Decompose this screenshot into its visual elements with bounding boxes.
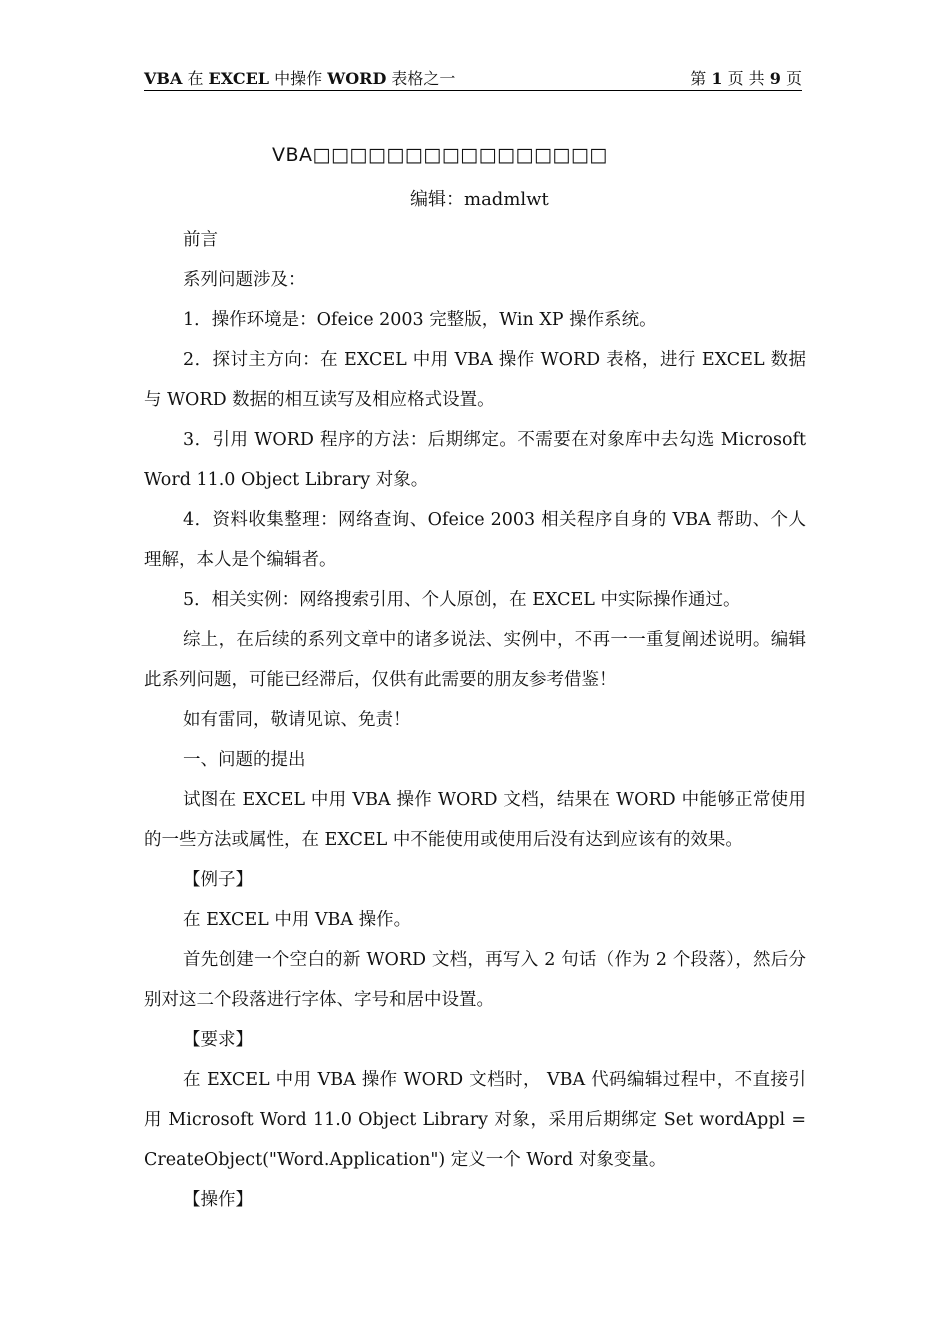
paragraph: 前言 <box>183 230 218 250</box>
paragraph: 5．相关实例：网络搜索引用、个人原创，在 EXCEL 中实际操作通过。 <box>183 590 741 610</box>
header-title-part: 在 <box>182 69 209 88</box>
section-heading: 一、问题的提出 <box>183 750 306 770</box>
header-title-part: 表格之一 <box>386 69 456 88</box>
paragraph: 4．资料收集整理：网络查询、Ofeice 2003 相关程序自身的 VBA 帮助、个人理解，本人是个编辑者。 <box>144 510 806 570</box>
header-title-part: 中操作 <box>269 69 328 88</box>
paragraph: 在 EXCEL 中用 VBA 操作。 <box>183 910 412 930</box>
paragraph: 试图在 EXCEL 中用 VBA 操作 WORD 文档，结果在 WORD 中能够正常使用的一些方法或属性，在 EXCEL 中不能使用或使用后没有达到应该有的效果。 <box>144 790 806 850</box>
header-title-part: EXCEL <box>208 69 270 88</box>
document-body <box>144 220 806 1220</box>
paragraph: 1．操作环境是：Ofeice 2003 完整版，Win XP 操作系统。 <box>183 310 657 330</box>
header-title-part: VBA <box>144 69 183 88</box>
header-page-number <box>690 68 802 90</box>
paragraph: 在 EXCEL 中用 VBA 操作 WORD 文档时， VBA 代码编辑过程中，不直接引用 Microsoft Word 11.0 Object Library 对象，采用后期绑定 Set wordAppl = CreateObject("Word.Application") 定义一个 Word 对象变量。 <box>144 1070 806 1170</box>
paragraph: 系列问题涉及： <box>183 270 306 290</box>
header-doc-title <box>144 68 455 90</box>
editor-line: 编辑：madmlwt <box>410 189 549 210</box>
subheading: 【操作】 <box>183 1190 253 1210</box>
page-label: 第 <box>690 69 712 88</box>
document-title: VBA□□□□□□□□□□□□□□□□ <box>272 144 608 166</box>
paragraph: 2．探讨主方向：在 EXCEL 中用 VBA 操作 WORD 表格，进行 EXCEL 数据与 WORD 数据的相互读写及相应格式设置。 <box>144 350 806 410</box>
paragraph: 如有雷同，敬请见谅、免责！ <box>183 710 411 730</box>
total-pages: 9 <box>769 69 781 88</box>
paragraph: 首先创建一个空白的新 WORD 文档，再写入 2 句话（作为 2 个段落），然后分别对这二个段落进行字体、字号和居中设置。 <box>144 950 806 1010</box>
paragraph: 3．引用 WORD 程序的方法：后期绑定。不需要在对象库中去勾选 Microsoft Word 11.0 Object Library 对象。 <box>144 430 806 490</box>
header-title-part: WORD <box>327 69 387 88</box>
current-page: 1 <box>711 69 723 88</box>
page-label: 页 共 <box>722 69 770 88</box>
page-label: 页 <box>780 69 802 88</box>
subheading: 【要求】 <box>183 1030 253 1050</box>
page-header <box>144 68 802 91</box>
paragraph: 综上，在后续的系列文章中的诸多说法、实例中，不再一一重复阐述说明。编辑此系列问题，可能已经滞后，仅供有此需要的朋友参考借鉴！ <box>144 630 806 690</box>
subheading: 【例子】 <box>183 870 253 890</box>
